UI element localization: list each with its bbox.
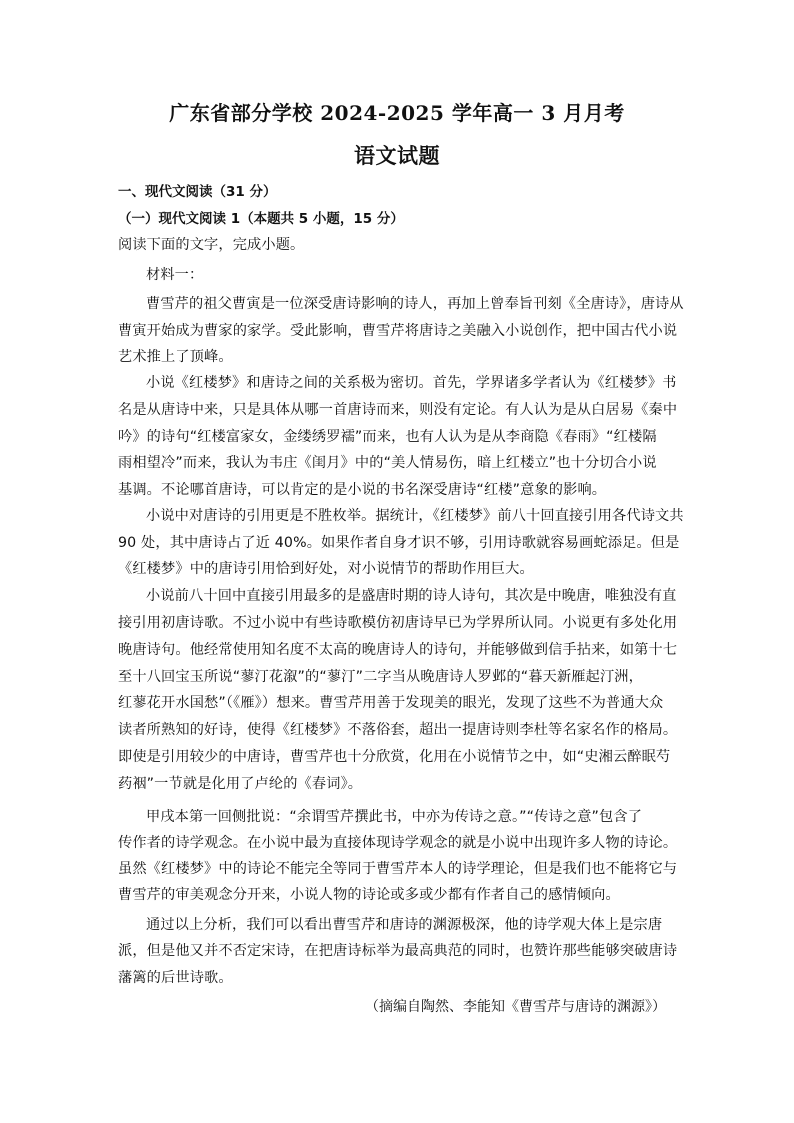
text-line: 虽然《红楼梦》中的诗论不能完全等同于曹雪芹本人的诗学理论，但是我们也不能将它与 [118,861,678,877]
exam-subject: 语文试题 [354,143,440,168]
text-line: 基调。不论哪首唐诗，可以肯定的是小说的书名深受唐诗“红楼”意象的影响。 [118,482,607,498]
material-label: 材料一： [146,267,204,283]
text-line: 至十八回宝玉所说“蓼汀花溆”的“蓼汀”二字当从晚唐诗人罗邺的“暮天新雁起汀洲， [118,669,643,685]
text-line: 传作者的诗学观念。在小说中最为直接体现诗学观念的就是小说中出现许多人物的诗论。 [118,835,678,851]
section-heading: 一、现代文阅读（31 分） [118,184,277,200]
text-line: 小说《红楼梦》和唐诗之间的关系极为密切。首先，学界诸多学者认为《红楼梦》书 [146,375,677,391]
instruction-text: 阅读下面的文字，完成小题。 [118,237,305,253]
text-line: 通过以上分析，我们可以看出曹雪芹和唐诗的渊源极深，他的诗学观大体上是宗唐 [146,917,663,933]
text-line: 藩篱的后世诗歌。 [118,970,233,986]
text-line: 名是从唐诗中来，只是具体从哪一首唐诗而来，则没有定论。有人认为是从白居易《秦中 [118,402,678,418]
text-line: 曹雪芹的审美观念分开来，小说人物的诗论或多或少都有作者自己的感情倾向。 [118,887,620,903]
text-line: 90 处，其中唐诗占了近 40%。如果作者自身才识不够，引用诗歌就容易画蛇添足。但是 [118,535,680,551]
text-line: 药裀”一节就是化用了卢纶的《春词》。 [118,776,363,792]
text-line: 读者所熟知的好诗，使得《红楼梦》不落俗套，超出一提唐诗则李杜等名家名作的格局。 [118,722,678,738]
text-line: 小说中对唐诗的引用更是不胜枚举。据统计，《红楼梦》前八十回直接引用各代诗文共 [146,508,684,524]
text-line: 接引用初唐诗歌。不过小说中有些诗歌模仿初唐诗早已为学界所认同。小说更有多处化用 [118,615,678,631]
exam-title: 广东省部分学校 2024-2025 学年高一 3 月月考 [169,101,625,125]
text-line: 吟》的诗句“红楼富家女，金缕绣罗襦”而来，也有人认为是从李商隐《春雨》“红楼隔 [118,429,657,445]
subsection-heading: （一）现代文阅读 1（本题共 5 小题，15 分） [118,211,404,227]
text-line: 《红楼梦》中的唐诗引用恰到好处，对小说情节的帮助作用巨大。 [118,561,534,577]
source-citation: （摘编自陶然、李能知《曹雪芹与唐诗的渊源》） [365,999,666,1015]
text-line: 甲戌本第一回侧批说：“余谓雪芹撰此书，中亦为传诗之意。”“传诗之意”包含了 [146,809,643,825]
text-line: 红蓼花开水国愁”（《雁》）想来。曹雪芹用善于发现美的眼光，发现了这些不为普通大众 [118,695,664,711]
text-line: 小说前八十回中直接引用最多的是盛唐时期的诗人诗句，其次是中晚唐，唯独没有直 [146,588,677,604]
text-line: 曹雪芹的祖父曹寅是一位深受唐诗影响的诗人，再加上曾奉旨刊刻《全唐诗》，唐诗从 [146,296,684,312]
text-line: 雨相望冷”而来，我认为韦庄《闺月》中的“美人情易伤，暗上红楼立”也十分切合小说 [118,455,657,471]
text-line: 派，但是他又并不否定宋诗，在把唐诗标举为最高典范的同时，也赞许那些能够突破唐诗 [118,943,678,959]
text-line: 艺术推上了顶峰。 [118,349,233,365]
text-line: 晚唐诗句。他经常使用知名度不太高的晚唐诗人的诗句，并能够做到信手拈来，如第十七 [118,642,678,658]
text-line: 曹寅开始成为曹家的家学。受此影响，曹雪芹将唐诗之美融入小说创作，把中国古代小说 [118,323,678,339]
text-line: 即使是引用较少的中唐诗，曹雪芹也十分欣赏，化用在小说情节之中，如“史湘云醉眠芍 [118,749,671,765]
